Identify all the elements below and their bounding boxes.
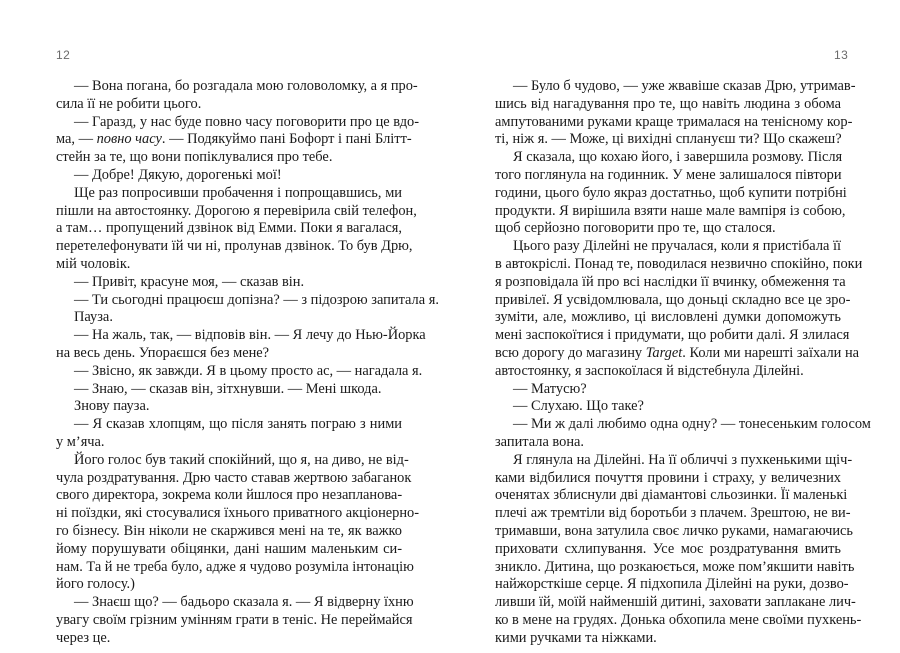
text-line: — Гаразд, у нас буде повно часу поговорити про це вдо- — [74, 113, 420, 130]
text-line: через це. — [56, 629, 111, 646]
text-line: я розповідала їй про всі наслідки її вчинку, обмеження та — [495, 273, 846, 290]
page-number: 12 — [56, 48, 71, 62]
text-line: перетелефонувати їй чи ні, пролунав дзвінок. То був Дрю, — [56, 238, 413, 255]
text-line: — На жаль, так, — відповів він. — Я лечу до Нью-Йорка — [74, 327, 426, 344]
text-line: мені заспокоїтися і придумати, що робити далі. Я злилася — [495, 327, 850, 344]
text-line: йому порушувати обіцянки, дані нашим маленьким си- — [56, 540, 402, 557]
text-line: всю дорогу до магазину Target. Коли ми нарешті заїхали на — [495, 344, 860, 361]
text-line: привілеї. Я усвідомлювала, що доньці складно все це зро- — [495, 291, 851, 308]
text-line: приховати схлипування. Усе моє роздратування вмить — [495, 540, 841, 557]
text-line: увагу своїм грізним умінням грати в теніс. Не переймайся — [56, 611, 413, 628]
page-number: 13 — [834, 48, 849, 62]
text-line: ливши їй, моїй найменшій дитині, заховати заплакане лич- — [495, 594, 856, 611]
text-line: — Звісно, як завжди. Я в цьому просто ас, — нагадала я. — [74, 362, 423, 379]
page-text — [495, 78, 871, 648]
text-line: у м’яча. — [56, 433, 105, 450]
right-page — [450, 0, 900, 653]
text-line: щоб серйозно поговорити про те, що сталося. — [495, 220, 776, 237]
text-line: ті, ніж я. — Може, ці вихідні сплануєш ти? Що скажеш? — [495, 131, 842, 148]
text-line: продукти. Я вирішила взяти наше мале вампіря із собою, — [495, 202, 846, 219]
text-line: пішли на автостоянку. Дорогою я перевірила свій телефон, — [56, 202, 417, 219]
text-line: запитала вона. — [495, 433, 585, 450]
text-line: ками відбилися почуття провини і страху, у величезних — [495, 469, 841, 486]
text-line: шись від нагадування про те, що навіть людина з обома — [495, 95, 841, 112]
text-line: Ще раз попросивши пробачення і попрощавшись, ми — [74, 184, 402, 201]
text-line: Пауза. — [74, 309, 113, 326]
text-line: зуміти, але, можливо, ці висловлені думки допоможуть — [495, 309, 841, 326]
text-line: нам. Та й не треба було, адже я чудово розуміла інтонацію — [56, 558, 414, 575]
text-line: сила її не робити цього. — [56, 95, 202, 112]
text-line: його голосу.) — [56, 576, 135, 593]
text-line: — Ти сьогодні працюєш допізна? — з підозрою запитала я. — [74, 291, 439, 308]
text-line: свого директора, зокрема коли йшлося про незапланова- — [56, 487, 403, 504]
text-line: а там… пропущений дзвінок від Емми. Поки я вагалася, — [56, 220, 402, 237]
text-line: чула роздратування. Дрю часто ставав жертвою забаганок — [56, 469, 412, 486]
text-line: години, цього було якраз достатньо, щоб купити потрібні — [495, 184, 847, 201]
text-line: Знову пауза. — [74, 398, 150, 415]
text-line: Я сказала, що кохаю його, і завершила розмову. Після — [513, 149, 843, 166]
text-line: — Було б чудово, — уже жвавіше сказав Дрю, утримав- — [513, 78, 856, 94]
text-line: — Знаєш що? — бадьоро сказала я. — Я відверну їхню — [74, 594, 414, 611]
text-line: — Слухаю. Що таке? — [513, 398, 644, 415]
text-line: мій чоловік. — [56, 255, 131, 272]
text-line: — Вона погана, бо розгадала мою головоломку, а я про- — [74, 78, 418, 94]
text-line: — Матусю? — [513, 380, 587, 397]
text-line: в автокріслі. Понад те, поводилася незвично спокійно, поки — [495, 255, 863, 272]
text-line: тримавши, вона затулила своє личко руками, намагаючись — [495, 522, 853, 539]
text-line: автостоянку, я заспокоїлася й відстебнула Ділейні. — [495, 362, 804, 379]
text-line: — Знаю, — сказав він, зітхнувши. — Мені шкода. — [74, 380, 382, 397]
text-line: Цього разу Ділейні не пручалася, коли я пристібала її — [513, 238, 841, 255]
text-line: кими ручками та ніжками. — [495, 629, 657, 646]
page-text — [56, 78, 439, 648]
text-line: — Я сказав хлопцям, що після занять пограю з ними — [74, 416, 402, 433]
text-line: ма, — повно часу. — Подякуймо пані Бофорт і пані Блітт- — [56, 131, 412, 148]
text-line: ко в мене на грудях. Донька обхопила мене своїми пухкень- — [495, 611, 862, 628]
text-line: стейн за те, що вони попіклувалися про тебе. — [56, 149, 333, 166]
text-line: на весь день. Упораєшся без мене? — [56, 344, 270, 361]
text-line: Я глянула на Ділейні. На її обличчі з пухкенькими щіч- — [513, 451, 853, 468]
text-line: оченятах зблиснули дві діамантові сльозинки. Її маленькі — [495, 487, 848, 504]
text-line: — Добре! Дякую, дорогенькі мої! — [74, 166, 282, 183]
text-line: найжорсткіше серце. Я підхопила Ділейні на руки, дозво- — [495, 576, 849, 593]
text-line: Його голос був такий спокійний, що я, на диво, не від- — [74, 451, 409, 468]
text-line: го бізнесу. Він ніколи не скаржився мені на те, як важко — [56, 522, 402, 539]
text-line: — Ми ж далі любимо одна одну? — тонесеньким голосом — [513, 416, 871, 433]
text-line: ні поїздки, які стосувалися їхнього приватного акціонерно- — [56, 505, 420, 522]
text-line: ампутованими руками краще трималася на тенісному кор- — [495, 113, 853, 130]
text-line: плечі аж тремтіли від боротьби з плачем. Зрештою, не ви- — [495, 505, 851, 522]
text-line: зникло. Дитина, що розкаюється, може пом’якшити навіть — [495, 558, 855, 575]
text-line: того поглянула на годинник. У мене залишалося півтори — [495, 166, 842, 183]
text-line: — Привіт, красуне моя, — сказав він. — [74, 273, 305, 290]
